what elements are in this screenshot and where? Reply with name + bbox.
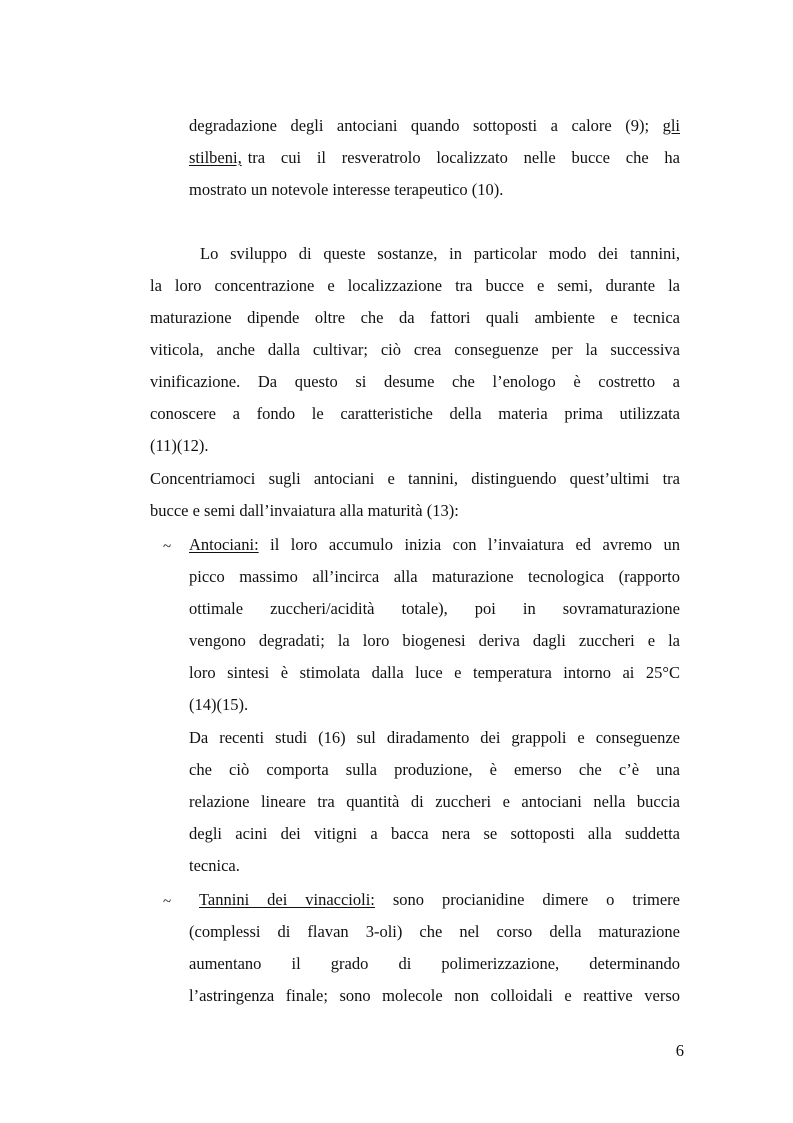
bullet-tannini-line-3: aumentano il grado di polimerizzazione, determinando xyxy=(189,954,680,973)
intro-line-1 xyxy=(189,116,680,136)
page-number: 6 xyxy=(675,1041,684,1060)
bullet-antociani-sub-line-2: che ciò comporta sulla produzione, è emerso che c’è una xyxy=(189,760,680,779)
paragraph-line-5: vinificazione. Da questo si desume che l’enologo è costretto a xyxy=(150,372,680,391)
bullet-antociani-sub-line-5: tecnica. xyxy=(189,856,240,875)
bullet-antociani-line-6: (14)(15). xyxy=(189,695,249,714)
paragraph-line-6: conoscere a fondo le caratteristiche della materia prima utilizzata xyxy=(150,404,680,423)
bullet-antociani-line-1-text: il loro accumulo inizia con l’invaiatura ed avremo un xyxy=(258,535,680,554)
tannini-vinaccioli-term: Tannini dei vinaccioli: xyxy=(199,890,375,909)
bullet-antociani-line-2: picco massimo all’incirca alla maturazione tecnologica (rapporto xyxy=(189,567,680,586)
bullet-tannini-line-4: l’astringenza finale; sono molecole non colloidali e reattive verso xyxy=(189,986,680,1005)
bullet-antociani-line-1 xyxy=(189,535,680,555)
focus-line-1: Concentriamoci sugli antociani e tannini, distinguendo quest’ultimi tra xyxy=(150,469,680,488)
intro-line-2 xyxy=(189,148,680,168)
bullet-tannini-line-1-text: sono procianidine dimere o trimere xyxy=(374,890,681,909)
paragraph-line-7: (11)(12). xyxy=(150,436,209,455)
bullet-antociani-sub-line-3: relazione lineare tra quantità di zuccheri e antociani nella buccia xyxy=(189,792,680,811)
bullet-tannini-line-2: (complessi di flavan 3-oli) che nel corso della maturazione xyxy=(189,922,680,941)
intro-line-3: mostrato un notevole interesse terapeutico (10). xyxy=(189,180,504,199)
paragraph-line-1: Lo sviluppo di queste sostanze, in particolar modo dei tannini, xyxy=(200,244,680,263)
paragraph-line-3: maturazione dipende oltre che da fattori quali ambiente e tecnica xyxy=(150,308,680,327)
bullet-marker-tannini: ~ xyxy=(163,894,172,910)
bullet-tannini-line-1 xyxy=(199,890,680,910)
bullet-antociani-sub-line-4: degli acini dei vitigni a bacca nera se sottoposti alla suddetta xyxy=(189,824,680,843)
intro-line-1-text: degradazione degli antociani quando sottoposti a calore (9); xyxy=(189,116,650,135)
bullet-antociani-sub-line-1: Da recenti studi (16) sul diradamento dei grappoli e conseguenze xyxy=(189,728,680,747)
bullet-marker-antociani: ~ xyxy=(163,539,172,555)
bullet-antociani-line-4: vengono degradati; la loro biogenesi deriva dagli zuccheri e la xyxy=(189,631,680,650)
antociani-term: Antociani: xyxy=(189,535,259,554)
paragraph-line-4: viticola, anche dalla cultivar; ciò crea conseguenze per la successiva xyxy=(150,340,680,359)
bullet-antociani-line-5: loro sintesi è stimolata dalla luce e temperatura intorno ai 25°C xyxy=(189,663,680,682)
paragraph-line-2: la loro concentrazione e localizzazione tra bucce e semi, durante la xyxy=(150,276,680,295)
stilbeni-term-part1: gli xyxy=(662,116,680,135)
intro-line-2-text: tra cui il resveratrolo localizzato nelle bucce che ha xyxy=(247,148,680,167)
bullet-antociani-line-3: ottimale zuccheri/acidità totale), poi in sovramaturazione xyxy=(189,599,680,618)
stilbeni-term-part2: stilbeni, xyxy=(189,148,242,167)
focus-line-2: bucce e semi dall’invaiatura alla maturità (13): xyxy=(150,501,459,520)
